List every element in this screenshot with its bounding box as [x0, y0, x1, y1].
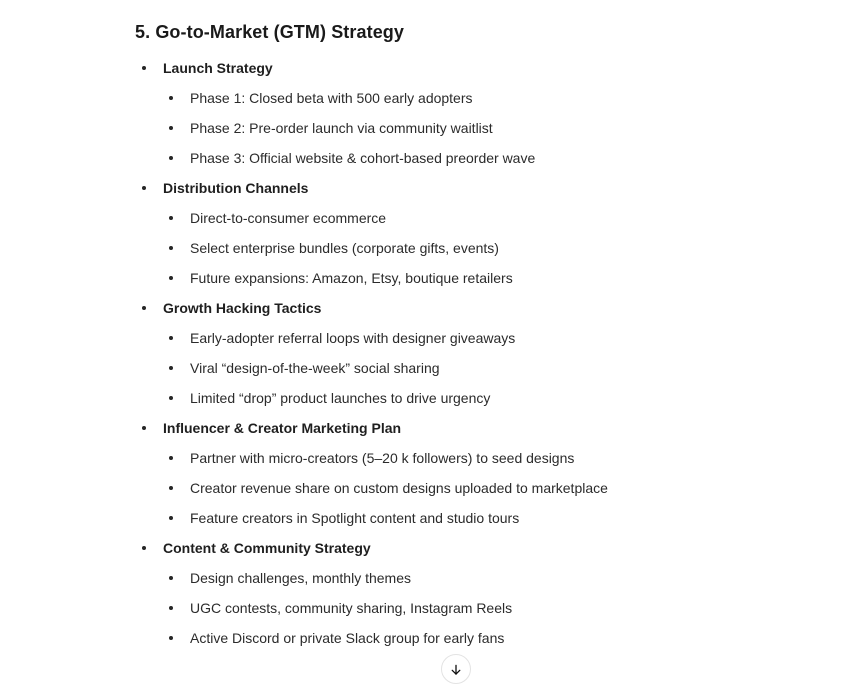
list-item — [135, 443, 735, 473]
list-item-label: Limited “drop” product launches to drive urgency — [190, 390, 491, 406]
list-item-label: Design challenges, monthly themes — [190, 570, 412, 586]
list-item-label: Early-adopter referral loops with designer giveaways — [190, 330, 516, 346]
list-item — [135, 263, 735, 293]
bullet-icon — [169, 606, 173, 610]
list-item — [135, 83, 735, 113]
bullet-icon — [169, 516, 173, 520]
list-item-label: Select enterprise bundles (corporate gifts, events) — [190, 240, 499, 256]
list-item-section-label: Growth Hacking Tactics — [163, 300, 322, 316]
list-item-label: Feature creators in Spotlight content and studio tours — [190, 510, 520, 526]
bullet-icon — [169, 486, 173, 490]
list-item-label: Viral “design-of-the-week” social sharing — [190, 360, 440, 376]
list-item-section — [135, 53, 735, 83]
section-heading: 5. Go-to-Market (GTM) Strategy — [135, 22, 405, 42]
list-item-label: UGC contests, community sharing, Instagram Reels — [190, 600, 513, 616]
list-item-label: Phase 3: Official website & cohort-based preorder wave — [190, 150, 536, 166]
arrow-down-icon — [449, 662, 463, 677]
list-item-section — [135, 293, 735, 323]
bullet-icon — [169, 396, 173, 400]
list-item-section-label: Content & Community Strategy — [163, 540, 371, 556]
list-item-label: Partner with micro-creators (5–20 k followers) to seed designs — [190, 450, 575, 466]
list-item-label: Phase 2: Pre-order launch via community waitlist — [190, 120, 493, 136]
list-item — [135, 563, 735, 593]
bullet-icon — [169, 216, 173, 220]
list-item-section-label: Distribution Channels — [163, 180, 309, 196]
bullet-icon — [169, 366, 173, 370]
bullet-icon — [169, 96, 173, 100]
list-item-section-label: Launch Strategy — [163, 60, 273, 76]
bullet-icon — [169, 246, 173, 250]
list-item — [135, 383, 735, 413]
list-item — [135, 203, 735, 233]
list-item-label: Active Discord or private Slack group for early fans — [190, 630, 505, 646]
bullet-icon — [169, 156, 173, 160]
bullet-icon — [142, 426, 146, 430]
scroll-to-bottom-button[interactable] — [441, 654, 471, 684]
list-item — [135, 473, 735, 503]
bullet-icon — [142, 306, 146, 310]
list-item — [135, 233, 735, 263]
bullet-icon — [142, 186, 146, 190]
list-item — [135, 593, 735, 623]
bullet-icon — [169, 336, 173, 340]
list-item-section-label: Influencer & Creator Marketing Plan — [163, 420, 402, 436]
bullet-icon — [142, 546, 146, 550]
list-item — [135, 143, 735, 173]
list-item-label: Phase 1: Closed beta with 500 early adopters — [190, 90, 473, 106]
bullet-icon — [169, 456, 173, 460]
list-item — [135, 113, 735, 143]
list-item — [135, 353, 735, 383]
list-item-label: Creator revenue share on custom designs uploaded to marketplace — [190, 480, 608, 496]
list-item-section — [135, 533, 735, 563]
list-item — [135, 623, 735, 653]
bullet-icon — [142, 66, 146, 70]
list-item — [135, 323, 735, 353]
list-item — [135, 503, 735, 533]
bullet-icon — [169, 636, 173, 640]
list-item-label: Future expansions: Amazon, Etsy, boutique retailers — [190, 270, 513, 286]
bullet-icon — [169, 276, 173, 280]
list-item-label: Direct-to-consumer ecommerce — [190, 210, 387, 226]
bullet-icon — [169, 126, 173, 130]
list-item-section — [135, 173, 735, 203]
gtm-strategy-list — [135, 53, 735, 653]
list-item-section — [135, 413, 735, 443]
bullet-icon — [169, 576, 173, 580]
